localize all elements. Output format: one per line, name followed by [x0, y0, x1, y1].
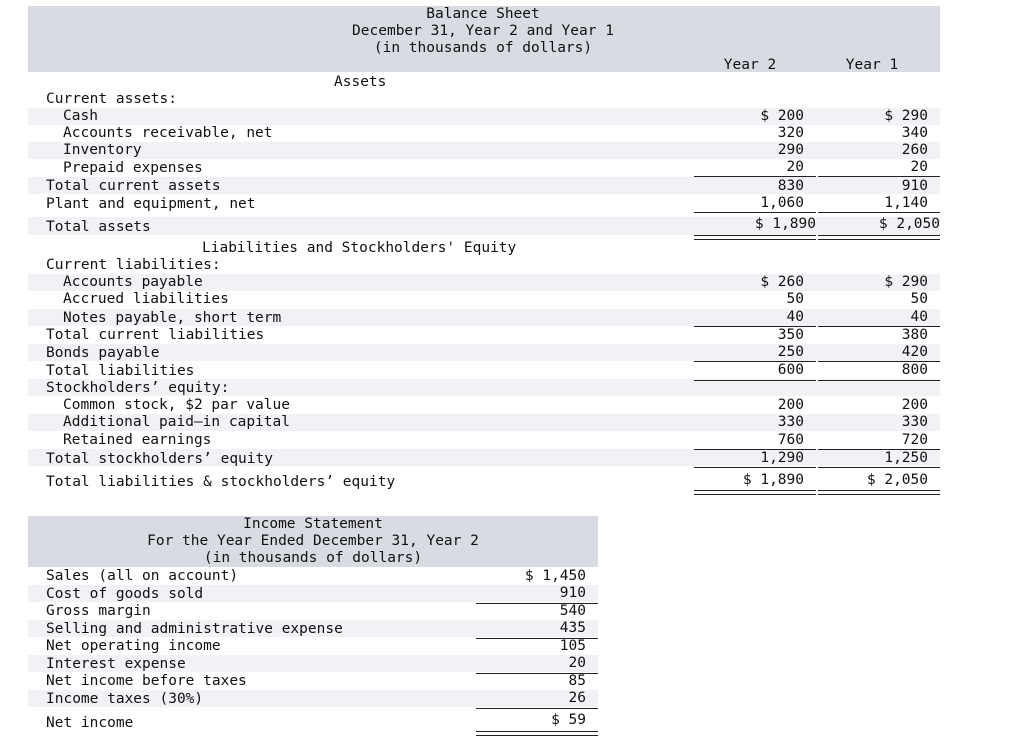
- apic-year1: 330: [901, 414, 928, 430]
- column-header-year1: Year 1: [845, 57, 899, 73]
- ap-year2: $ 260: [760, 274, 804, 290]
- subtotal-rule: [818, 176, 940, 177]
- total-double-rule: [476, 731, 598, 736]
- prepaid-year2: 20: [786, 159, 804, 175]
- apic-year2: 330: [777, 414, 804, 430]
- noi-value: 105: [559, 638, 586, 654]
- taxes-value: 26: [568, 690, 586, 706]
- income-statement-units: (in thousands of dollars): [203, 550, 423, 566]
- gross-margin-value: 540: [559, 603, 586, 619]
- subtotal-rule: [694, 467, 816, 468]
- cash-year2: $ 200: [760, 108, 804, 124]
- total-current-liabilities-year1: 380: [901, 327, 928, 343]
- total-current-assets-label: Total current assets: [46, 178, 221, 194]
- bonds-year2: 250: [777, 344, 804, 360]
- total-assets-year1: $ 2,050: [878, 216, 940, 232]
- sga-value: 435: [559, 620, 586, 636]
- income-statement-subtitle: For the Year Ended December 31, Year 2: [147, 533, 479, 549]
- gross-margin-label: Gross margin: [46, 603, 151, 619]
- current-assets-label: Current assets:: [46, 91, 177, 107]
- bonds-year1: 420: [901, 344, 928, 360]
- ar-year1: 340: [901, 125, 928, 141]
- notes-year2: 40: [786, 309, 804, 325]
- cash-label: Cash: [63, 108, 98, 124]
- plant-label: Plant and equipment, net: [46, 196, 256, 212]
- total-le-year2: $ 1,890: [742, 472, 804, 488]
- total-equity-year2: 1,290: [760, 450, 804, 466]
- prepaid-year1: 20: [910, 159, 928, 175]
- total-liabilities-label: Total liabilities: [46, 363, 195, 379]
- total-current-assets-year1: 910: [901, 178, 928, 194]
- bonds-label: Bonds payable: [46, 345, 160, 361]
- subtotal-rule: [694, 212, 816, 213]
- inventory-year2: 290: [777, 142, 804, 158]
- noi-label: Net operating income: [46, 638, 221, 654]
- net-income-label: Net income: [46, 715, 134, 731]
- common-stock-label: Common stock, $2 par value: [63, 397, 290, 413]
- nibt-value: 85: [568, 673, 586, 689]
- subtotal-rule: [818, 212, 940, 213]
- retained-earnings-label: Retained earnings: [63, 432, 212, 448]
- common-stock-year2: 200: [777, 397, 804, 413]
- notes-label: Notes payable, short term: [63, 310, 282, 326]
- cogs-label: Cost of goods sold: [46, 586, 204, 602]
- equity-label: Stockholders’ equity:: [46, 380, 230, 396]
- column-header-year2: Year 2: [723, 57, 777, 73]
- subtotal-rule: [694, 380, 816, 381]
- subtotal-rule: [694, 176, 816, 177]
- plant-year1: 1,140: [884, 195, 928, 211]
- taxes-label: Income taxes (30%): [46, 691, 204, 707]
- total-double-rule: [694, 235, 816, 240]
- total-assets-year2: $ 1,890: [754, 216, 816, 232]
- total-double-rule: [818, 490, 940, 495]
- subtotal-rule: [476, 708, 598, 709]
- subtotal-rule: [818, 467, 940, 468]
- sales-value: $ 1,450: [524, 568, 586, 584]
- income-statement-title: Income Statement: [243, 516, 383, 532]
- sga-label: Selling and administrative expense: [46, 621, 343, 637]
- ap-year1: $ 290: [884, 274, 928, 290]
- cogs-value: 910: [559, 585, 586, 601]
- ap-label: Accounts payable: [63, 274, 203, 290]
- ar-year2: 320: [777, 125, 804, 141]
- total-liabilities-year2: 600: [777, 362, 804, 378]
- plant-year2: 1,060: [760, 195, 804, 211]
- total-liabilities-year1: 800: [901, 362, 928, 378]
- total-current-assets-year2: 830: [777, 178, 804, 194]
- total-current-liabilities-year2: 350: [777, 327, 804, 343]
- accrued-label: Accrued liabilities: [63, 291, 229, 307]
- total-assets-label: Total assets: [46, 219, 151, 235]
- balance-sheet-title: Balance Sheet: [426, 6, 540, 22]
- total-equity-year1: 1,250: [884, 450, 928, 466]
- retained-earnings-year1: 720: [901, 432, 928, 448]
- total-double-rule: [694, 490, 816, 495]
- balance-sheet-subtitle: December 31, Year 2 and Year 1: [352, 23, 614, 39]
- sales-label: Sales (all on account): [46, 568, 239, 584]
- prepaid-label: Prepaid expenses: [63, 160, 203, 176]
- accrued-year2: 50: [786, 291, 804, 307]
- inventory-label: Inventory: [63, 142, 142, 158]
- liabilities-heading: Liabilities and Stockholders' Equity: [202, 240, 517, 256]
- common-stock-year1: 200: [901, 397, 928, 413]
- inventory-year1: 260: [901, 142, 928, 158]
- subtotal-rule: [818, 380, 940, 381]
- balance-sheet-units: (in thousands of dollars): [373, 40, 593, 56]
- cash-year1: $ 290: [884, 108, 928, 124]
- ar-label: Accounts receivable, net: [63, 125, 273, 141]
- accrued-year1: 50: [910, 291, 928, 307]
- interest-value: 20: [568, 655, 586, 671]
- current-liabilities-label: Current liabilities:: [46, 257, 221, 273]
- apic-label: Additional paid–in capital: [63, 414, 290, 430]
- assets-heading: Assets: [334, 74, 387, 90]
- total-current-liabilities-label: Total current liabilities: [46, 327, 265, 343]
- retained-earnings-year2: 760: [777, 432, 804, 448]
- total-double-rule: [818, 235, 940, 240]
- net-income-value: $ 59: [551, 712, 586, 728]
- notes-year1: 40: [910, 309, 928, 325]
- total-equity-label: Total stockholders’ equity: [46, 451, 273, 467]
- interest-label: Interest expense: [46, 656, 186, 672]
- total-le-year1: $ 2,050: [866, 472, 928, 488]
- total-le-label: Total liabilities & stockholders’ equity: [46, 474, 396, 490]
- nibt-label: Net income before taxes: [46, 673, 247, 689]
